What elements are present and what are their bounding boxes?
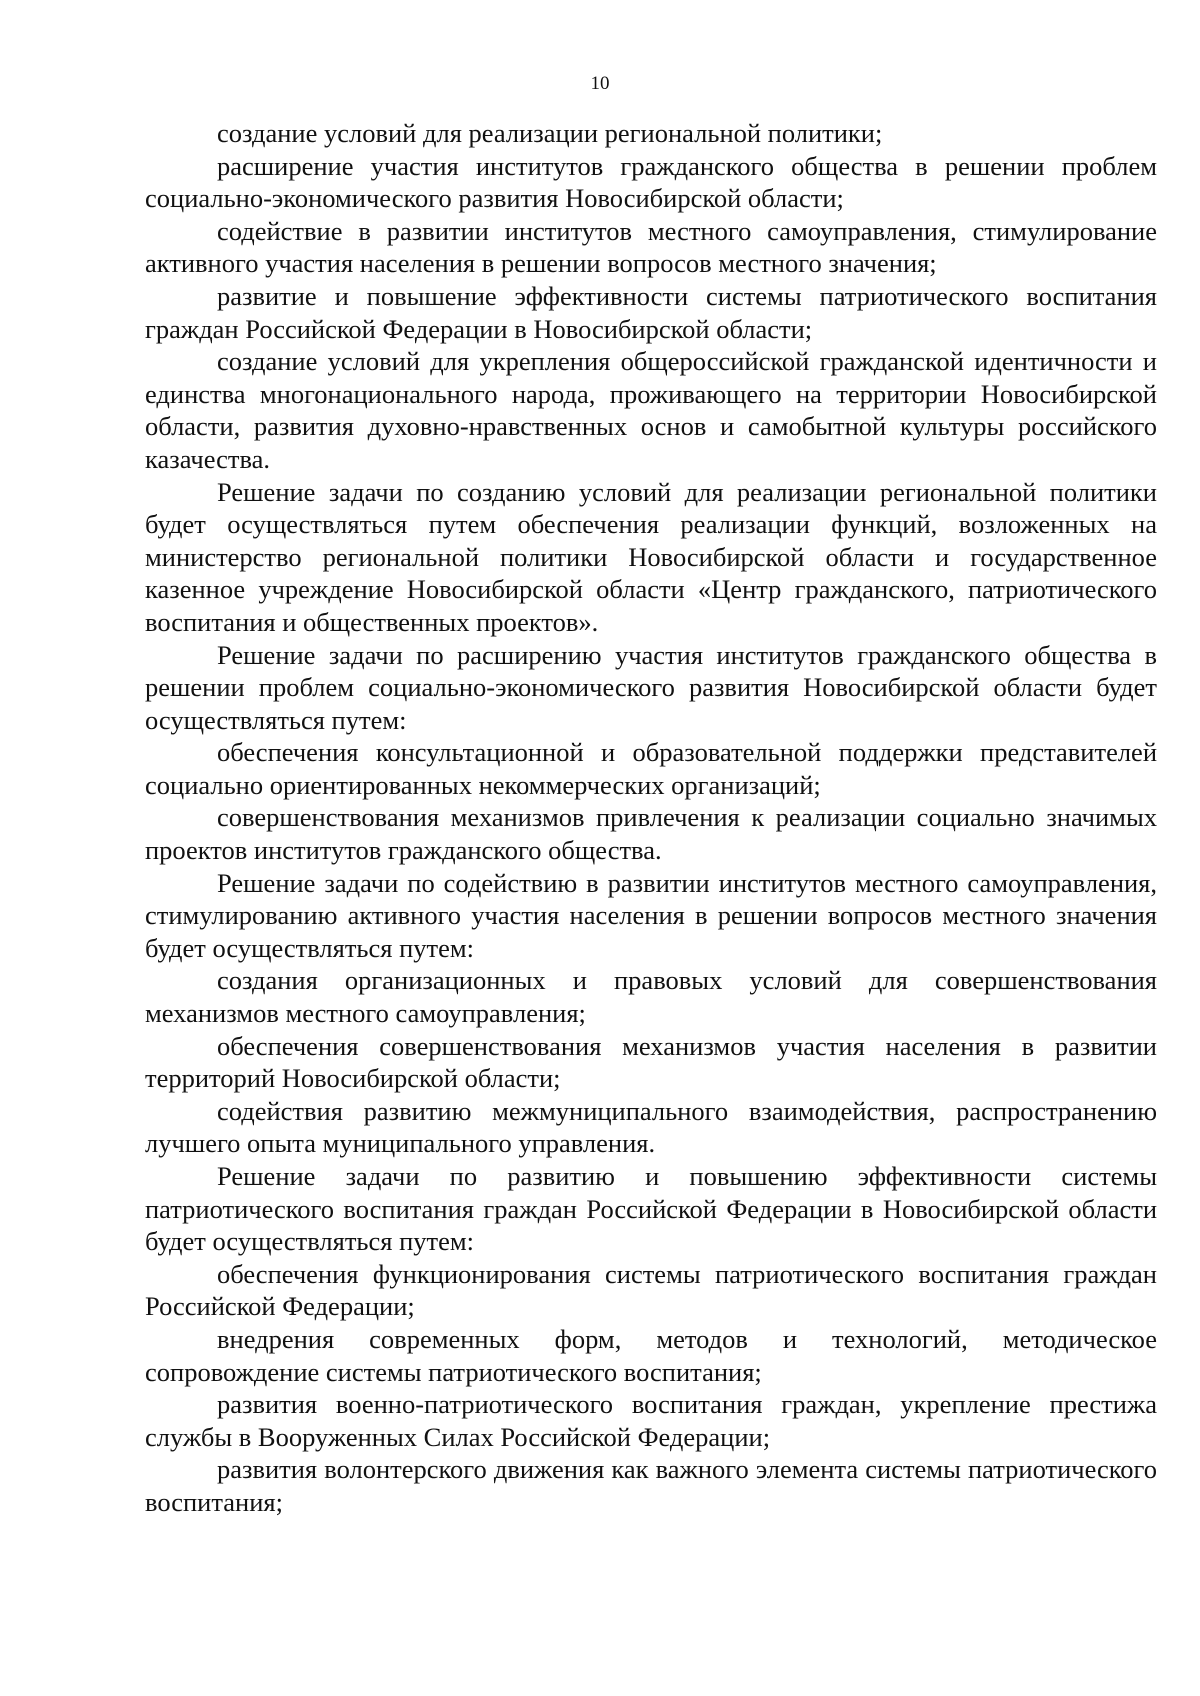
paragraph: расширение участия институтов гражданского общества в решении проблем социально-экономического развития Новосибирской области; [145, 150, 1157, 214]
paragraph: обеспечения консультационной и образовательной поддержки представителей социально ориентированных некоммерческих организаций; [145, 737, 1157, 800]
paragraph: совершенствования механизмов привлечения к реализации социально значимых проектов институтов гражданского общества. [145, 802, 1157, 866]
page-number: 10 [590, 73, 610, 94]
paragraph: развитие и повышение эффективности системы патриотического воспитания граждан Российской Федерации в Новосибирской области; [145, 280, 1157, 344]
paragraph: развития волонтерского движения как важного элемента системы патриотического воспитания; [145, 1454, 1157, 1517]
paragraph: Решение задачи по созданию условий для реализации региональной политики будет осуществляться путем обеспечения реализации функций, возложенных на министерство региональной политики Новосибирской области и государственное казенное учреждение Новосибирской области «Центр гражданского, патриотического воспитания и общественных проектов». [145, 476, 1157, 637]
document-body [145, 117, 1157, 1519]
paragraph: Решение задачи по содействию в развитии институтов местного самоуправления, стимулированию активного участия населения в решении вопросов местного значения будет осуществляться путем: [145, 867, 1157, 963]
paragraph: внедрения современных форм, методов и технологий, методическое сопровождение системы патриотического воспитания; [145, 1323, 1157, 1387]
paragraph: содействия развитию межмуниципального взаимодействия, распространению лучшего опыта муниципального управления. [145, 1095, 1157, 1159]
paragraph: содействие в развитии институтов местного самоуправления, стимулирование активного участия населения в решении вопросов местного значения; [145, 215, 1157, 279]
paragraph: создание условий для реализации региональной политики; [217, 118, 883, 148]
paragraph: Решение задачи по развитию и повышению эффективности системы патриотического воспитания граждан Российской Федерации в Новосибирской области будет осуществляться путем: [145, 1161, 1157, 1257]
paragraph: Решение задачи по расширению участия институтов гражданского общества в решении проблем социально-экономического развития Новосибирской области будет осуществляться путем: [145, 639, 1157, 735]
paragraph: обеспечения совершенствования механизмов участия населения в развитии территорий Новосибирской области; [145, 1030, 1157, 1094]
paragraph: создания организационных и правовых условий для совершенствования механизмов местного самоуправления; [145, 965, 1157, 1029]
paragraph: создание условий для укрепления общероссийской гражданской идентичности и единства многонационального народа, проживающего на территории Новосибирской области, развития духовно-нравственных основ и самобытной культуры российского казачества. [145, 346, 1157, 474]
paragraph: развития военно-патриотического воспитания граждан, укрепление престижа службы в Вооруженных Силах Российской Федерации; [145, 1389, 1157, 1452]
paragraph: обеспечения функционирования системы патриотического воспитания граждан Российской Федерации; [145, 1258, 1157, 1322]
